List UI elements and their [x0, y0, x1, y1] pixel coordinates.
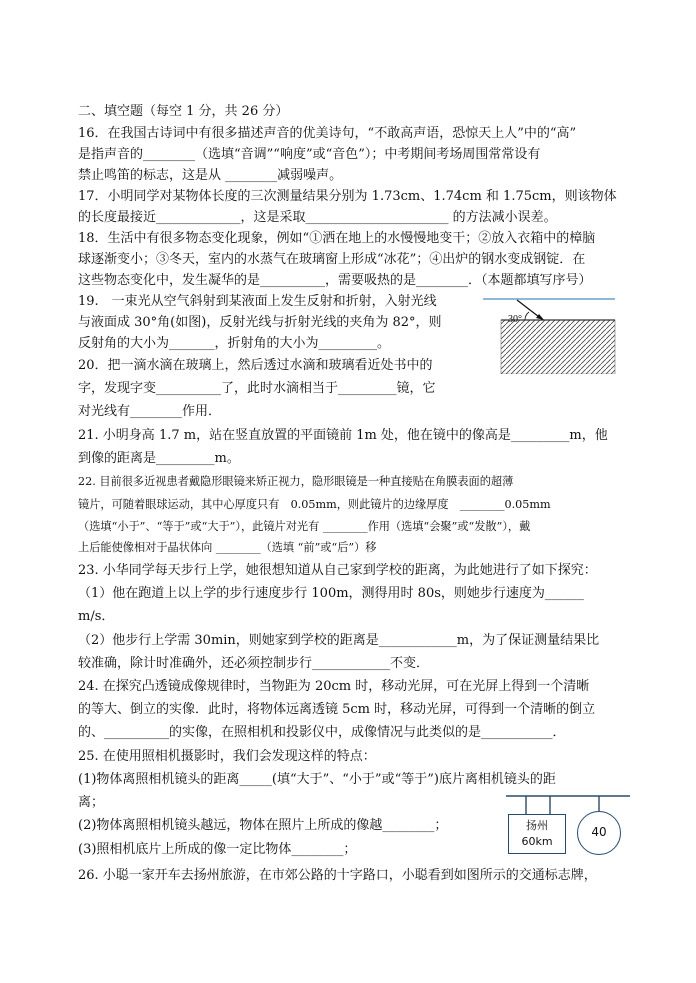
q23-line1: 23. 小华同学每天步行上学，她很想知道从自己家到学校的距离，为此她进行了如下探究：	[78, 563, 597, 578]
q16-line2: 是指声音的________（选填“音调”“响度”或“音色”）；中考期间考场周围常常设有	[78, 147, 541, 162]
liquid-surface-figure	[481, 294, 617, 374]
q16-line1: 16．在我国古诗词中有很多描述声音的优美诗句，“不敢高声语，恐惊天上人”中的“高”	[78, 126, 577, 141]
q20-line1: 20．把一滴水滴在玻璃上，然后透过水滴和玻璃看近处书中的	[78, 358, 433, 373]
q23-line4: （2）他步行上学需 30min，则她家到学校的距离是____________m，为了保证测量结果比	[78, 633, 600, 648]
speed-limit-sign: 40	[577, 811, 621, 855]
q25-line3: 离；	[78, 795, 105, 810]
angle-label: 30°	[508, 314, 522, 325]
q26-line1: 26. 小聪一家开车去扬州旅游，在市郊公路的十字路口，小聪看到如图所示的交通标志牌，	[78, 868, 597, 883]
q24-line1: 24. 在探究凸透镜成像规律时，当物距为 20cm 时，移动光屏，可在光屏上得到一个清晰	[78, 679, 590, 694]
q22-line1: 22. 目前很多近视患者戴隐形眼镜来矫正视力，隐形眼镜是一种直接贴在角膜表面的超薄	[78, 475, 514, 488]
q18-line3: 这些物态变化中，发生凝华的是__________，需要吸热的是________．（本题都填写序号）	[78, 273, 592, 288]
q25-line5: (3)照相机底片上所成的像一定比物体________；	[78, 842, 357, 857]
sign-city: 扬州	[526, 819, 548, 832]
q17-line2: 的长度最接近_____________，这是采取______________________ 的方法减小误差。	[78, 210, 557, 225]
q25-line1: 25. 在使用照相机摄影时，我们会发现这样的特点：	[78, 749, 376, 764]
q16-line3: 禁止鸣笛的标志，这是从 ________减弱噪声。	[78, 168, 343, 183]
section-title: 二、填空题（每空 1 分，共 26 分）	[78, 104, 289, 119]
q24-line2: 的等大、倒立的实像．此时，将物体远离透镜 5cm 时，移动光屏，可得到一个清晰的倒立	[78, 702, 596, 717]
q24-line3: 的、__________的实像，在照相机和投影仪中，成像情况与此类似的是___________．	[78, 725, 566, 740]
q22-line3: （选填“小于”、“等于”或“大于”），此镜片对光有 ________作用（选填“会聚”或“发散”），戴	[78, 520, 531, 533]
distance-sign	[508, 814, 566, 854]
sign-distance: 60km	[521, 835, 553, 848]
q22-line2: 镜片，可随着眼球运动，其中心厚度只有 0.05mm，则此镜片的边缘厚度 ________0.05mm	[78, 498, 551, 511]
q21-line1: 21. 小明身高 1.7 m，站在竖直放置的平面镜前 1m 处，他在镜中的像高是_________m，他	[78, 428, 608, 443]
q19-line1: 19. 一束光从空气斜射到某液面上发生反射和折射，入射光线	[78, 294, 437, 309]
q18-line1: 18．生活中有很多物态变化现象，例如“①洒在地上的水慢慢地变干；②放入衣箱中的樟脑	[78, 231, 596, 246]
q20-line2: 字，发现字变__________了，此时水滴相当于_________镜，它	[78, 381, 436, 396]
q25-line2: (1)物体离照相机镜头的距离_____(填“大于”、“小于”或“等于”)底片离相机镜头的距	[78, 772, 556, 787]
q23-line3: m/s．	[78, 609, 115, 624]
q20-line3: 对光线有________作用．	[78, 404, 222, 419]
q25-line4: (2)物体离照相机镜头越远，物体在照片上所成的像越________；	[78, 818, 448, 833]
q19-line3: 反射角的大小为_______，折射角的大小为_________。	[78, 336, 391, 351]
q23-line2: （1）他在跑道上以上学的步行速度步行 100m，测得用时 80s，则她步行速度为______	[78, 586, 584, 601]
q18-line2: 球逐渐变小；③冬天，室内的水蒸气在玻璃窗上形成“冰花”；④出炉的钢水变成钢锭．在	[78, 252, 586, 267]
q22-line4: 上后能使像相对于晶状体向 ________（选填 “前”或“后”）移	[78, 541, 377, 554]
q21-line2: 到像的距离是_________m。	[78, 451, 240, 466]
q17-line1: 17．小明同学对某物体长度的三次测量结果分别为 1.73cm、1.74cm 和 1.75cm，则该物体	[78, 189, 617, 204]
q19-line2: 与液面成 30°角(如图)，反射光线与折射光线的夹角为 82°，则	[78, 315, 442, 330]
q23-line5: 较准确，除计时准确外，还必须控制步行____________不变．	[78, 656, 430, 671]
